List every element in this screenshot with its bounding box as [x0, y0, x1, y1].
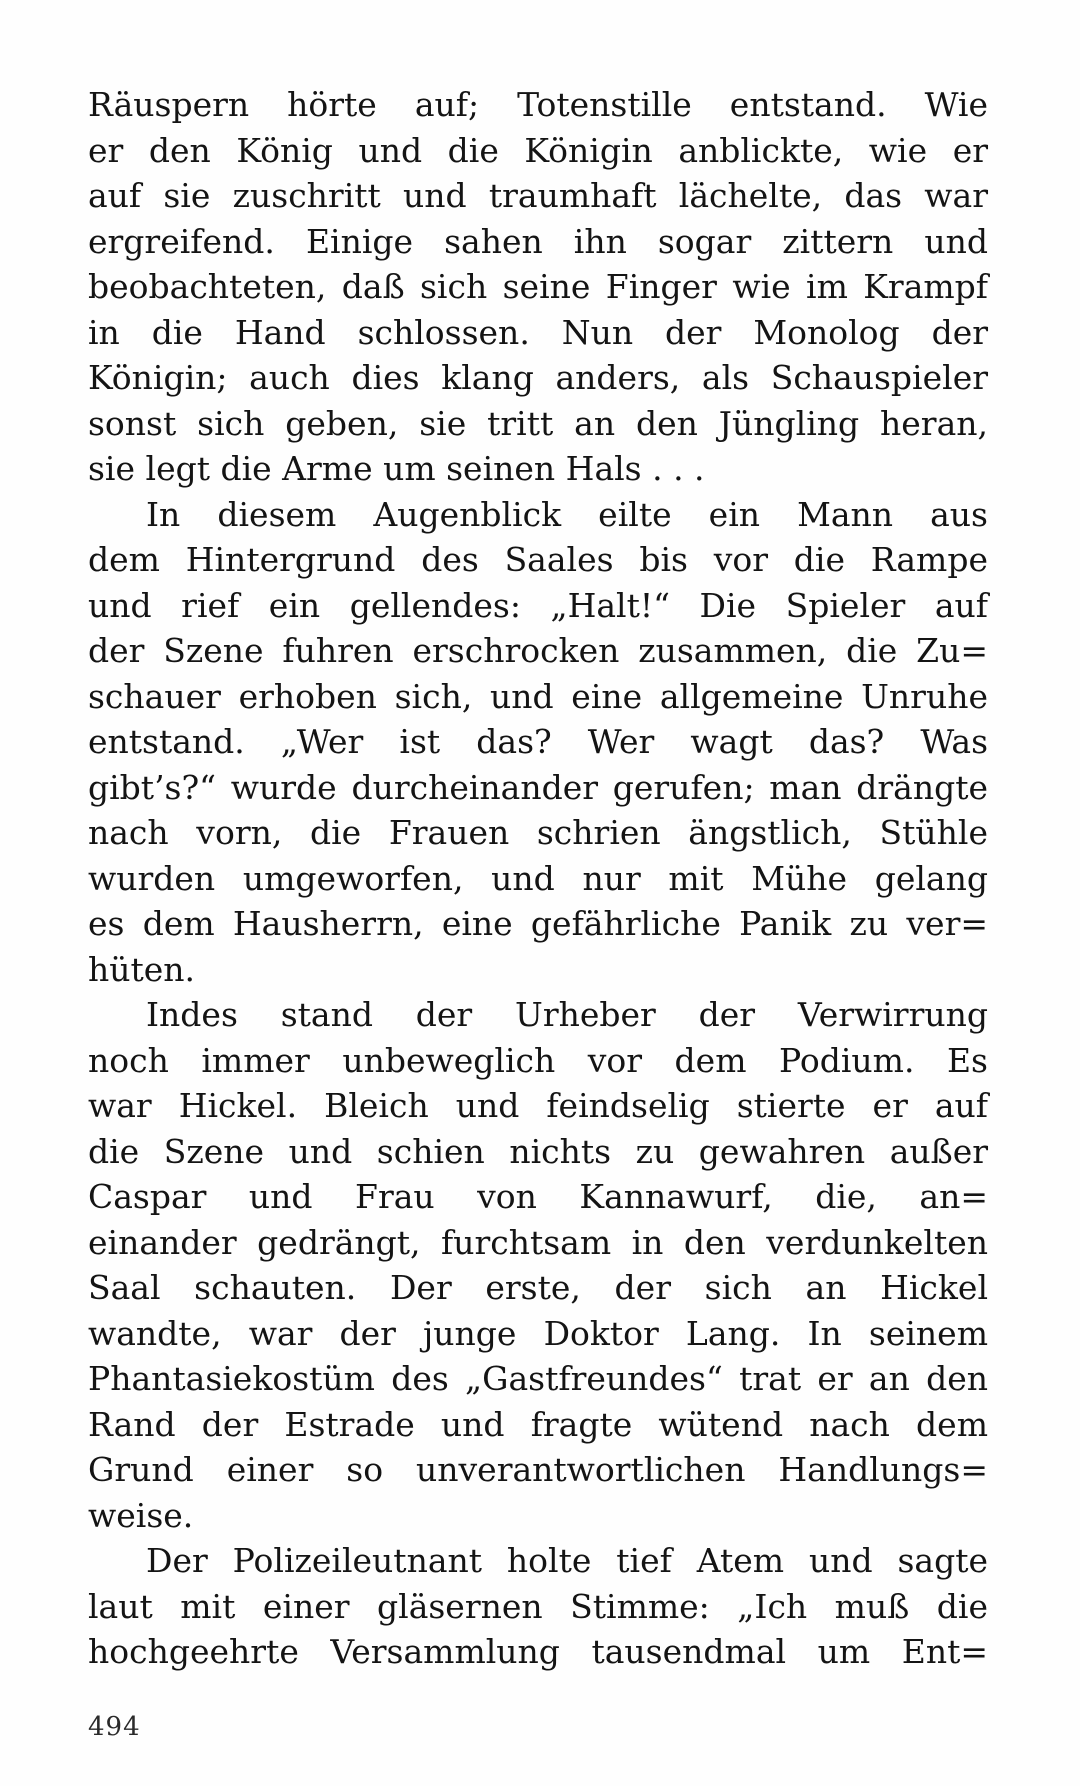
text-line: sie legt die Arme um seinen Hals . . .	[88, 449, 705, 488]
text-line: es dem Hausherrn, eine gefährliche Panik zu ver=	[88, 904, 988, 943]
page-number: 494	[88, 1712, 141, 1742]
paragraph-start-line: Indes stand der Urheber der Verwirrung	[146, 995, 988, 1034]
text-line: hochgeehrte Versammlung tausendmal um Ent=	[88, 1632, 988, 1671]
text-line: nach vorn, die Frauen schrien ängstlich, Stühle	[88, 813, 988, 852]
text-line: die Szene und schien nichts zu gewahren außer	[88, 1131, 988, 1171]
text-line: und rief ein gellendes: „Halt!“ Die Spieler auf	[88, 585, 988, 625]
text-line: noch immer unbeweglich vor dem Podium. Es	[88, 1040, 988, 1080]
text-line: Königin; auch dies klang anders, als Schauspieler	[88, 358, 988, 397]
text-line: war Hickel. Bleich und feindselig stierte er auf	[88, 1086, 988, 1125]
text-line: ergreifend. Einige sahen ihn sogar zittern und	[88, 221, 988, 261]
text-line: schauer erhoben sich, und eine allgemeine Unruhe	[88, 676, 988, 716]
text-line: wurden umgeworfen, und nur mit Mühe gelang	[88, 858, 988, 898]
text-line: entstand. „Wer ist das? Wer wagt das? Was	[88, 722, 988, 761]
paragraph-start-line: In diesem Augenblick eilte ein Mann aus	[146, 494, 988, 534]
text-line: Saal schauten. Der erste, der sich an Hickel	[88, 1268, 988, 1307]
text-line: Phantasiekostüm des „Gastfreundes“ trat er an den	[88, 1359, 988, 1398]
text-line: sonst sich geben, sie tritt an den Jüngling heran,	[88, 403, 988, 443]
text-line: gibt’s?“ wurde durcheinander gerufen; man drängte	[88, 767, 988, 807]
text-line: Caspar und Frau von Kannawurf, die, an=	[88, 1177, 988, 1216]
text-line: der Szene fuhren erschrocken zusammen, die Zu=	[88, 631, 988, 670]
text-line: weise.	[88, 1495, 194, 1535]
text-line: einander gedrängt, furchtsam in den verdunkelten	[88, 1222, 988, 1262]
text-line: laut mit einer gläsernen Stimme: „Ich muß die	[88, 1586, 988, 1626]
text-line: wandte, war der junge Doktor Lang. In seinem	[88, 1313, 988, 1353]
text-line: beobachteten, daß sich seine Finger wie im Krampf	[88, 267, 988, 306]
text-line: dem Hintergrund des Saales bis vor die Rampe	[88, 540, 988, 579]
text-line: Räuspern hörte auf; Totenstille entstand. Wie	[88, 85, 988, 124]
text-line: in die Hand schlossen. Nun der Monolog der	[88, 312, 988, 352]
text-line: auf sie zuschritt und traumhaft lächelte, das war	[88, 176, 988, 215]
body-text	[88, 82, 988, 1675]
text-line: Rand der Estrade und fragte wütend nach dem	[88, 1404, 988, 1444]
text-line: hüten.	[88, 949, 196, 989]
text-line: er den König und die Königin anblickte, wie er	[88, 130, 988, 170]
paragraph-start-line: Der Polizeileutnant holte tief Atem und sagte	[146, 1541, 988, 1580]
text-line: Grund einer so unverantwortlichen Handlungs=	[88, 1450, 988, 1489]
